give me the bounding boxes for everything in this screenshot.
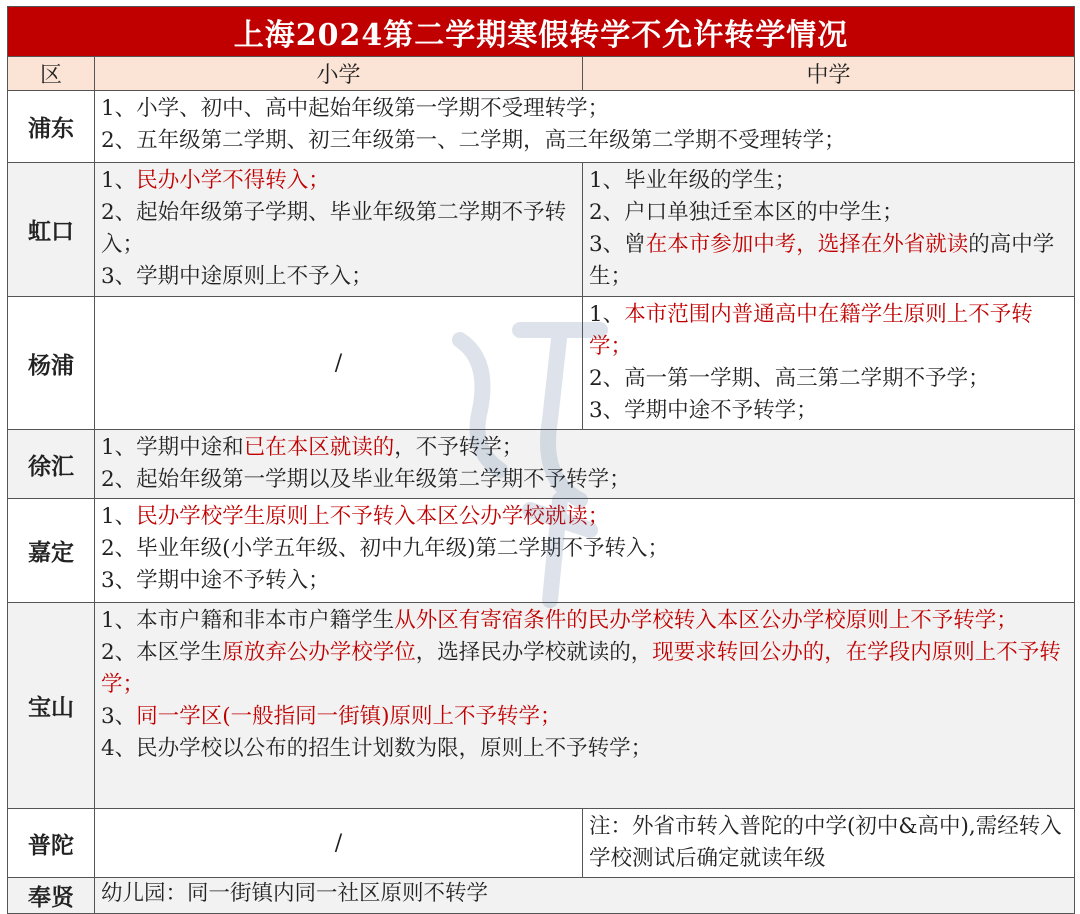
district-jiading: 嘉定 bbox=[8, 499, 95, 603]
row-yangpu bbox=[8, 297, 1075, 430]
jiading-content bbox=[95, 499, 1075, 603]
row-hongkou bbox=[8, 163, 1075, 297]
putuo-secondary bbox=[583, 809, 1075, 878]
rule-line bbox=[589, 299, 1068, 363]
rule-text: 3、曾 bbox=[589, 232, 646, 257]
rule-line bbox=[101, 637, 1068, 701]
rule-text: 3、学期中途不予转入； bbox=[101, 568, 330, 593]
yangpu-secondary bbox=[583, 297, 1075, 430]
rule-line bbox=[101, 565, 1068, 597]
pudong-content bbox=[95, 91, 1075, 163]
rule-text: 1、毕业年级的学生； bbox=[589, 168, 797, 193]
rule-text: 3、 bbox=[101, 704, 137, 729]
rule-line bbox=[101, 125, 1068, 157]
rule-text: 1、 bbox=[101, 168, 137, 193]
rule-line bbox=[589, 165, 1068, 197]
highlight-text: 在本市参加中考，选择在外省就读 bbox=[645, 232, 969, 257]
rule-text: 1、 bbox=[101, 504, 137, 529]
rule-line bbox=[101, 93, 1068, 125]
row-xuhui bbox=[8, 430, 1075, 499]
transfer-table bbox=[7, 6, 1075, 914]
rule-text: 4、民办学校以公布的招生计划数为限，原则上不予转学； bbox=[101, 736, 653, 761]
rule-line bbox=[589, 363, 1068, 395]
row-pudong bbox=[8, 91, 1075, 163]
rule-text: 1、学期中途和 bbox=[101, 435, 244, 460]
highlight-text: 现要求转回公办的，在学段内原则上不予转学； bbox=[101, 640, 1061, 697]
rule-text: 2、高一第一学期、高三第二学期不予学； bbox=[589, 366, 990, 391]
rule-text: ，不予转学； bbox=[394, 435, 524, 460]
rule-line bbox=[101, 878, 1068, 910]
rule-line bbox=[101, 501, 1068, 533]
row-putuo bbox=[8, 809, 1075, 878]
rule-line bbox=[101, 701, 1068, 733]
rule-text: 的高中学生； bbox=[589, 232, 1055, 289]
rule-text: 注：外省市转入普陀的中学(初中&高中),需经转入学校测试后确定就读年级 bbox=[589, 814, 1062, 871]
rule-text: 1、小学、初中、高中起始年级第一学期不受理转学； bbox=[101, 96, 610, 121]
rule-line bbox=[589, 395, 1068, 427]
rule-text: 幼儿园：同一街镇内同一社区原则不转学 bbox=[101, 881, 489, 906]
highlight-text: 已在本区就读的 bbox=[243, 435, 395, 460]
district-yangpu: 杨浦 bbox=[8, 297, 95, 430]
row-jiading bbox=[8, 499, 1075, 603]
rule-text: 2、本区学生 bbox=[101, 640, 223, 665]
header-primary: 小学 bbox=[95, 57, 583, 91]
table-title: 上海2024第二学期寒假转学不允许转学情况 bbox=[8, 7, 1075, 57]
header-district: 区 bbox=[8, 57, 95, 91]
baoshan-content bbox=[95, 603, 1075, 809]
rule-text: ，选择民办学校就读的， bbox=[415, 640, 653, 665]
rule-line bbox=[101, 197, 576, 261]
district-hongkou: 虹口 bbox=[8, 163, 95, 297]
header-secondary: 中学 bbox=[583, 57, 1075, 91]
rule-text: 1、 bbox=[589, 302, 625, 327]
district-pudong: 浦东 bbox=[8, 91, 95, 163]
rule-text: 2、起始年级第一学期以及毕业年级第二学期不予转学； bbox=[101, 467, 631, 492]
highlight-text: 民办小学不得转入； bbox=[136, 168, 330, 193]
rule-text: 1、本市户籍和非本市户籍学生 bbox=[101, 608, 395, 633]
rule-line bbox=[101, 432, 1068, 464]
highlight-text: 从外区有寄宿条件的民办学校转入本区公办学校原则上不予转学； bbox=[394, 608, 1018, 633]
rule-line bbox=[589, 229, 1068, 293]
xuhui-content bbox=[95, 430, 1075, 499]
district-fengxian: 奉贤 bbox=[8, 878, 95, 914]
highlight-text: 原放弃公办学校学位 bbox=[222, 640, 416, 665]
district-baoshan: 宝山 bbox=[8, 603, 95, 809]
highlight-text: 同一学区(一般指同一街镇)原则上不予转学； bbox=[136, 704, 562, 729]
rule-text: 2、毕业年级(小学五年级、初中九年级)第二学期不予转入； bbox=[101, 536, 669, 561]
row-fengxian bbox=[8, 878, 1075, 914]
district-putuo: 普陀 bbox=[8, 809, 95, 878]
yangpu-primary-empty: / bbox=[95, 297, 583, 430]
rule-text: 3、学期中途不予转学； bbox=[589, 398, 818, 423]
rule-line bbox=[101, 261, 576, 293]
rule-line bbox=[101, 165, 576, 197]
rule-line bbox=[101, 533, 1068, 565]
hongkou-primary bbox=[95, 163, 583, 297]
row-baoshan bbox=[8, 603, 1075, 809]
fengxian-content bbox=[95, 878, 1075, 914]
rule-line bbox=[101, 605, 1068, 637]
rule-text: 3、学期中途原则上不予入； bbox=[101, 264, 373, 289]
rule-text: 2、起始年级第子学期、毕业年级第二学期不予转入； bbox=[101, 200, 567, 257]
hongkou-secondary bbox=[583, 163, 1075, 297]
district-xuhui: 徐汇 bbox=[8, 430, 95, 499]
highlight-text: 本市范围内普通高中在籍学生原则上不予转学； bbox=[589, 302, 1033, 359]
rule-text: 2、户口单独迁至本区的中学生； bbox=[589, 200, 904, 225]
rule-line bbox=[589, 197, 1068, 229]
rule-line bbox=[101, 733, 1068, 765]
putuo-primary-empty: / bbox=[95, 809, 583, 878]
rule-line bbox=[589, 811, 1068, 875]
rule-text: 2、五年级第二学期、初三年级第一、二学期，高三年级第二学期不受理转学； bbox=[101, 128, 846, 153]
highlight-text: 民办学校学生原则上不予转入本区公办学校就读； bbox=[136, 504, 610, 529]
rule-line bbox=[101, 464, 1068, 496]
